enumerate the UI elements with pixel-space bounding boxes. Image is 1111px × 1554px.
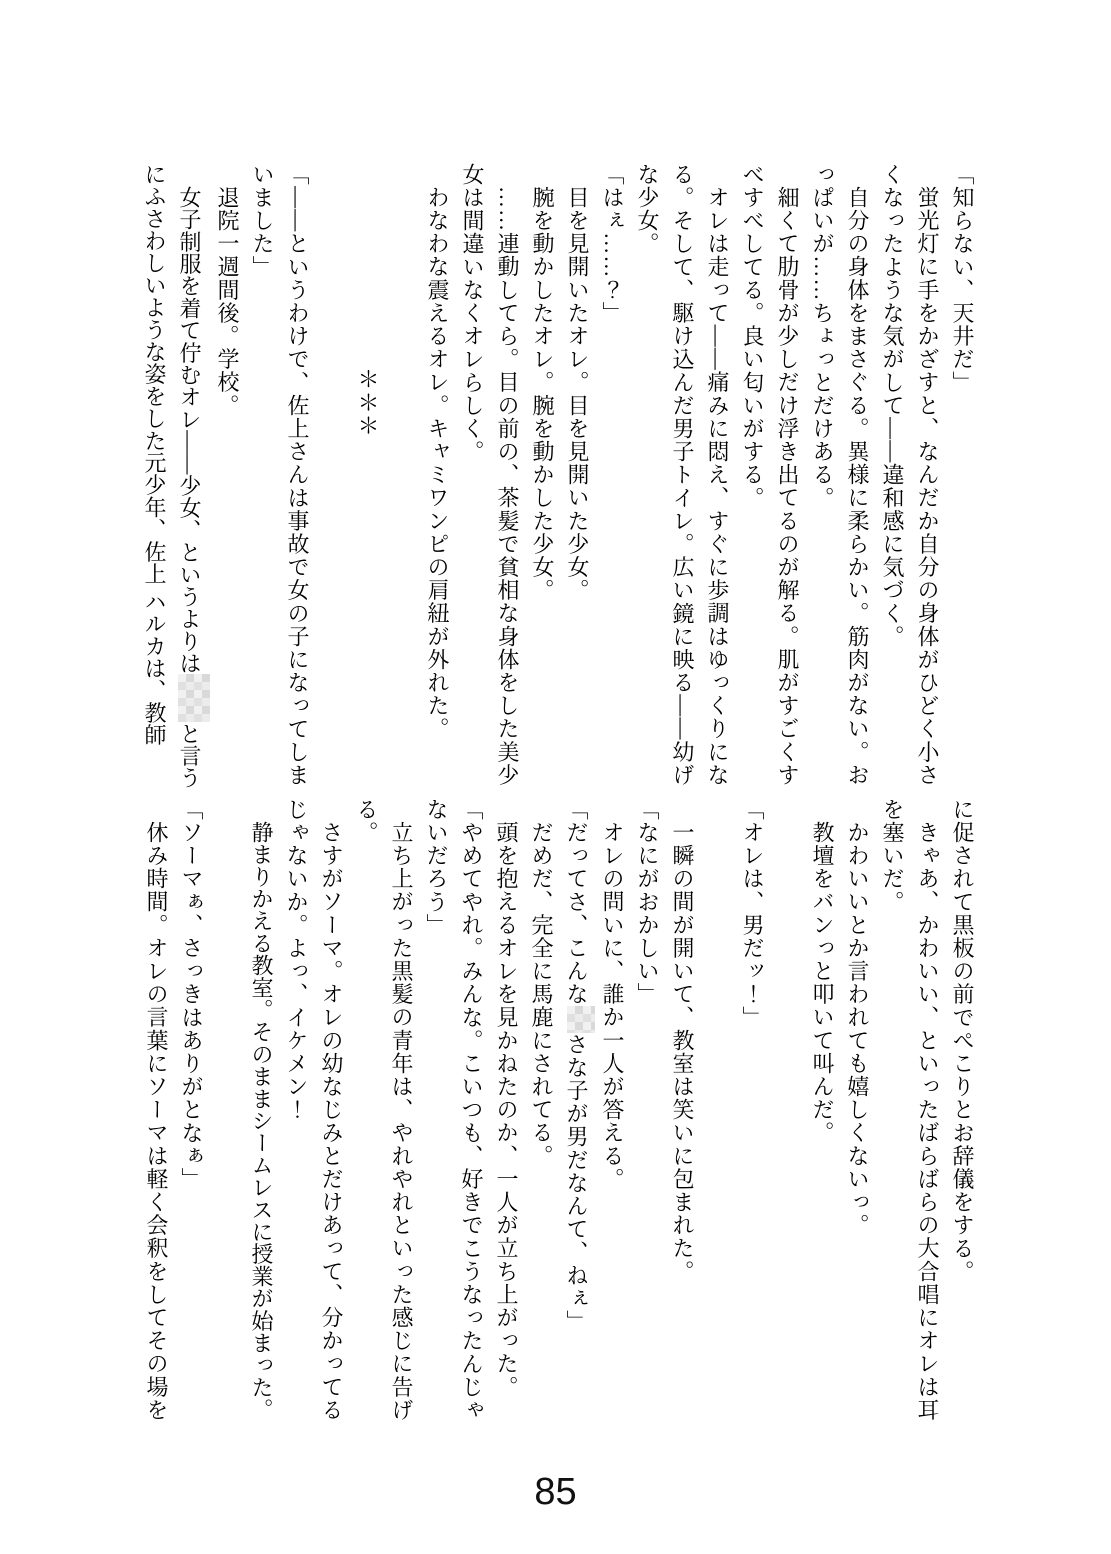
paragraph [630, 798, 665, 1430]
text-run: 女子制服を着て佇むオレ――少女、というよりは [176, 186, 202, 675]
section-separator [350, 163, 385, 795]
paragraph [455, 163, 525, 795]
paragraph [735, 163, 805, 795]
paragraph [279, 798, 349, 1430]
blank-line [385, 163, 420, 795]
text-run: 静まりかえる教室。そのままシームレスに授業が始まった。 [248, 821, 274, 1421]
upper-text-block [140, 163, 980, 795]
paragraph [559, 798, 595, 1430]
text-run: 細くて肋骨が少しだけ浮き出てるのが解る。肌がすごくすべすべしてる。良い匂いがする。 [740, 163, 800, 787]
text-run: と言うにふさわしいような姿をした元少年、佐上 ハルカは、教師 [141, 163, 202, 790]
paragraph [560, 163, 595, 795]
paragraph [349, 798, 419, 1430]
paragraph [595, 798, 630, 1430]
text-run: 「はぇ……？」 [600, 163, 625, 325]
text-run: 目を見開いたオレ。目を見開いた少女。 [565, 186, 590, 602]
paragraph [595, 163, 630, 795]
text-run: さな子が男だなんて、ねぇ」 [563, 1032, 589, 1334]
paragraph [840, 798, 875, 1430]
text-run: 退院一週間後。学校。 [215, 186, 240, 417]
text-run: 一瞬の間が開いて、教室は笑いに包まれた。 [670, 821, 695, 1283]
text-run: オレの問いに、誰か一人が答える。 [600, 821, 625, 1191]
text-run: 休み時間。オレの言葉にソーマは軽く会釈をしてその場を [143, 821, 169, 1422]
blank-line [209, 798, 244, 1430]
censored-mosaic [567, 1006, 595, 1033]
paragraph [805, 163, 875, 795]
paragraph [875, 798, 945, 1430]
text-run: 「オレは、男だッ！」 [740, 798, 765, 1029]
paragraph [524, 798, 559, 1430]
blank-line [700, 798, 735, 1430]
paragraph [210, 163, 245, 795]
paragraph [945, 798, 980, 1430]
text-run: 「ソーマぁ、さっきはありがとなぁ」 [178, 798, 204, 1191]
paragraph [137, 163, 210, 795]
text-run: きゃあ、かわいい、といったばらばらの大合唱にオレは耳を塞いだ。 [880, 798, 940, 1422]
paragraph [945, 163, 980, 795]
text-run: 「やめてやれ。みんな。こいつも、好きでこうなったんじゃないだろう」 [423, 798, 484, 1422]
paragraph [525, 163, 560, 795]
paragraph [419, 798, 489, 1430]
text-run: 蛍光灯に手をかざすと、なんだか自分の身体がひどく小さくなったような気がして――違和感に気づく。 [880, 163, 940, 787]
lower-text-block [140, 798, 980, 1430]
text-run: 腕を動かしたオレ。腕を動かした少女。 [530, 186, 555, 602]
blank-line [770, 798, 805, 1430]
paragraph [245, 163, 315, 795]
paragraph [735, 798, 770, 1430]
text-run: 「なにがおかしい」 [635, 798, 660, 1006]
paragraph [665, 798, 700, 1430]
paragraph [244, 798, 279, 1430]
text-run: 「だってさ、こんな [563, 798, 589, 1006]
text-run: ＊＊＊ [355, 368, 380, 438]
page-number: 85 [534, 1471, 577, 1513]
text-run: 頭を抱えるオレを見かねたのか、一人が立ち上がった。 [493, 821, 519, 1399]
text-run: 「知らない、天井だ」 [950, 163, 975, 394]
blank-line [315, 163, 350, 795]
text-run: 自分の身体をまさぐる。異様に柔らかい。筋肉がない。おっぱいが……ちょっとだけある。 [810, 163, 870, 787]
paragraph [489, 798, 524, 1430]
text-run: に促されて黒板の前でぺこりとお辞儀をする。 [950, 798, 975, 1284]
paragraph [174, 798, 209, 1430]
text-run: さすがソーマ。オレの幼なじみとだけあって、分かってるじゃないか。よっ、イケメン！ [283, 798, 344, 1422]
text-run: わなわな震えるオレ。キャミワンピの肩紐が外れた。 [425, 186, 450, 741]
text-run: オレは走って――痛みに悶え、すぐに歩調はゆっくりになる。そして、駆け込んだ男子トイレ。広い鏡に映る――幼げな少女。 [635, 163, 730, 787]
paragraph [805, 798, 840, 1430]
censored-mosaic [178, 674, 210, 722]
text-run: 「――というわけで、佐上さんは事故で女の子になってしまいました」 [250, 163, 310, 787]
text-run: かわいいとか言われても嬉しくないっ。 [845, 821, 870, 1237]
paragraph [875, 163, 945, 795]
text-run: だめだ、完全に馬鹿にされてる。 [528, 821, 554, 1168]
paragraph [139, 798, 174, 1430]
paragraph [420, 163, 455, 795]
text-run: 立ち上がった黒髪の青年は、やれやれといった感じに告げる。 [353, 798, 414, 1422]
text-run: ……連動してら。目の前の、茶髪で貧相な身体をした美少女は間違いなくオレらしく。 [460, 163, 520, 787]
paragraph [630, 163, 735, 795]
text-run: 教壇をバンっと叩いて叫んだ。 [810, 821, 835, 1145]
